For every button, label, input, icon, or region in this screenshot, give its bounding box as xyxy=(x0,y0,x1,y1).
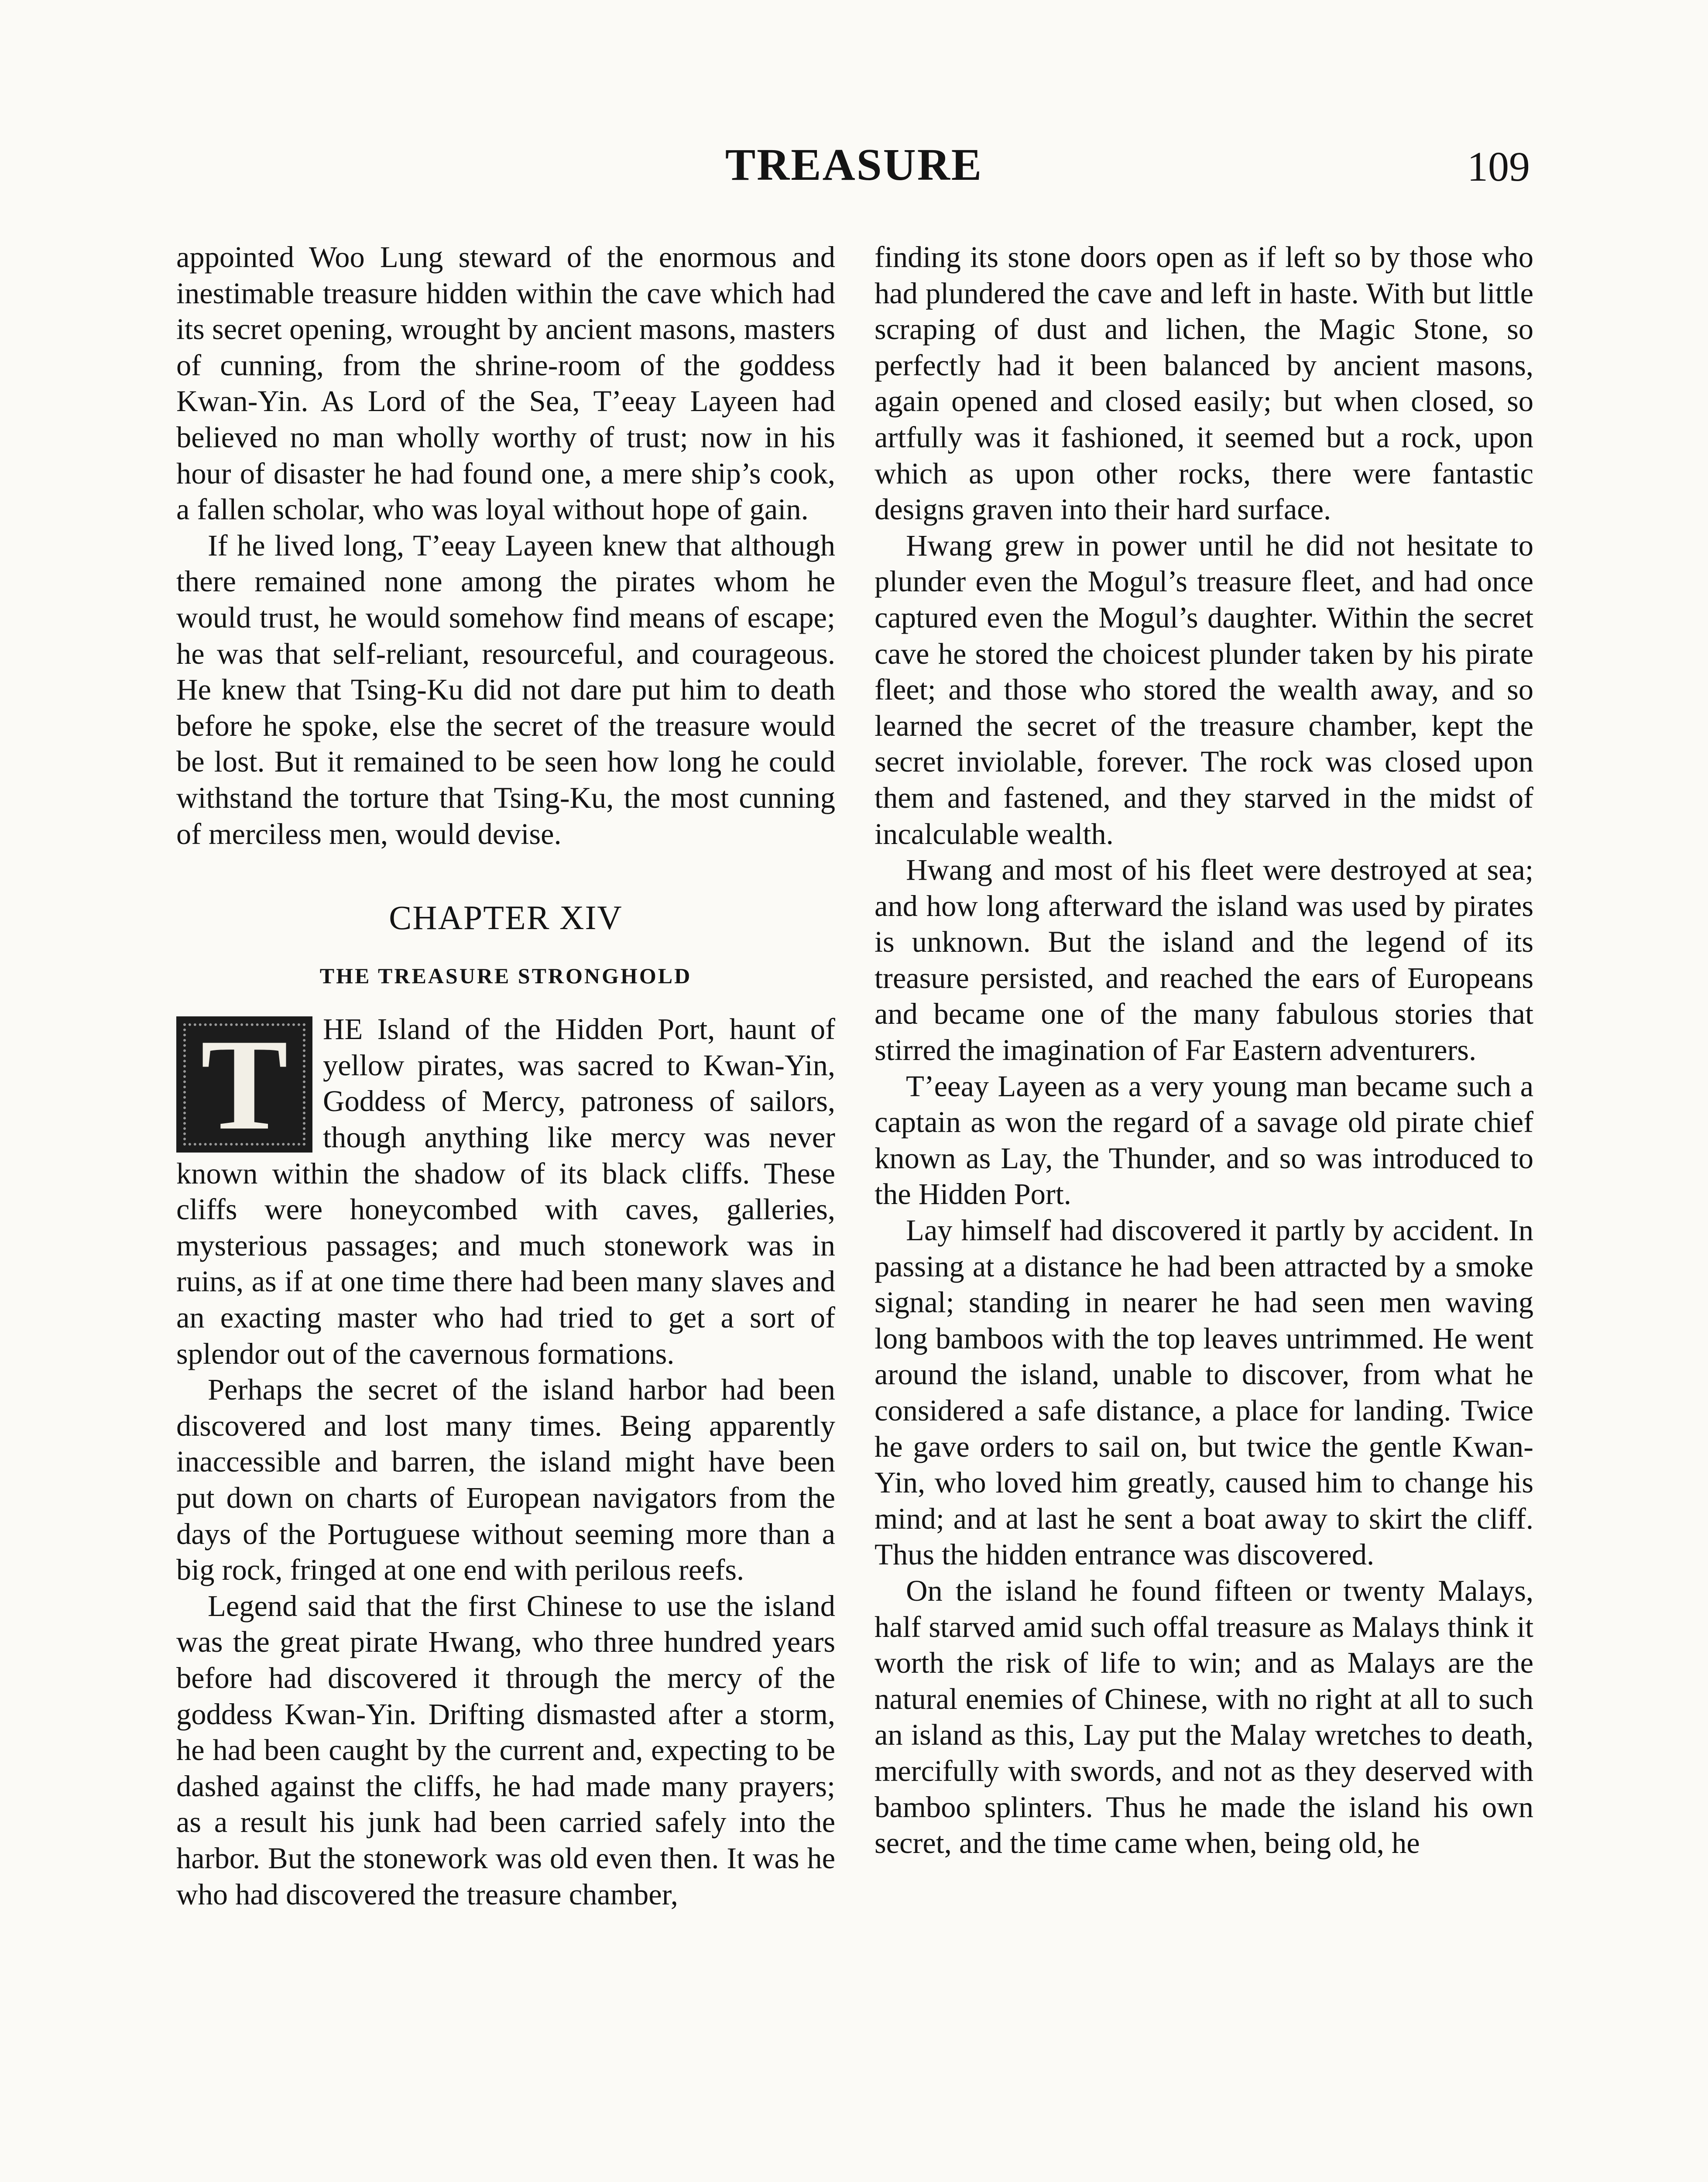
paragraph: Legend said that the first Chinese to use the island was the great pirate Hwang, who three hundred years before had discovered it through the mercy of the goddess Kwan-Yin. Drifting dismasted after a storm, he had been caught by the current and, expecting to be dashed against the cliffs, he had made many prayers; as a result his junk had been carried safely into the harbor. But the stonework was old even then. It was he who had discovered the treasure chamber, xyxy=(176,1589,835,1911)
paragraph: Hwang and most of his fleet were destroyed at sea; and how long afterward the island was used by pirates is unknown. But the island and the legend of its treasure persisted, and reached the ears of Europeans and became one of the many fabulous stories that stirred the imagination of Far Eastern adventurers. xyxy=(875,853,1533,1067)
drop-cap-ornament xyxy=(176,1012,312,1157)
running-title: TREASURE xyxy=(725,140,983,190)
paragraph: On the island he found fifteen or twenty Malays, half starved amid such offal treasure as Malays think it worth the risk of life to win; and as Malays are the natural enemies of Chinese, with no right at all to such an island as this, Lay put the Malay wretches to death, mercifully with swords, and not as they deserved with bamboo splinters. Thus he made the island his own secret, and the time came when, being old, he xyxy=(875,1574,1533,1860)
right-column xyxy=(875,239,1533,1861)
chapter-heading: CHAPTER XIV xyxy=(389,899,623,937)
page-header xyxy=(0,139,1708,204)
drop-cap-letter: T xyxy=(200,1012,288,1157)
paragraph: finding its stone doors open as if left so by those who had plundered the cave and left in haste. With but little scraping of dust and lichen, the Magic Stone, so perfectly had it been balanced by ancient masons, again opened and closed easily; but when closed, so artfully was it fashioned, it seemed but a rock, upon which as upon other rocks, there were fantastic designs graven into their hard surface. xyxy=(875,240,1533,526)
paragraph: Perhaps the secret of the island harbor had been discovered and lost many times. Being apparently inaccessible and barren, the island might have been put down on charts of European navigators from the days of the Portuguese without seeming more than a big rock, fringed at one end with perilous reefs. xyxy=(176,1373,835,1587)
paragraph-with-dropcap xyxy=(176,1011,835,1372)
paragraph: If he lived long, T’eeay Layeen knew that although there remained none among the pirates whom he would trust, he would somehow find means of escape; he was that self-reliant, resourceful, and courageous. He knew that Tsing-Ku did not dare put him to death before he spoke, else the secret of the treasure would be lost. But it remained to be seen how long he could withstand the torture that Tsing-Ku, the most cunning of merciless men, would devise. xyxy=(176,528,835,851)
paragraph: T’eeay Layeen as a very young man became such a captain as won the regard of a savage old pirate chief known as Lay, the Thunder, and so was introduced to the Hidden Port. xyxy=(875,1069,1533,1211)
paragraph: Hwang grew in power until he did not hesitate to plunder even the Mogul’s treasure fleet, and had once captured even the Mogul’s daughter. Within the secret cave he stored the choicest plunder taken by his pirate fleet; and those who stored the wealth away, and so learned the secret of the treasure chamber, kept the secret inviolable, forever. The rock was closed upon them and fastened, and they starved in the midst of incalculable wealth. xyxy=(875,528,1533,851)
chapter-subtitle: THE TREASURE STRONGHOLD xyxy=(319,963,692,988)
paragraph: appointed Woo Lung steward of the enormous and inestimable treasure hidden within the cave which had its secret opening, wrought by ancient masons, masters of cunning, from the shrine-room of the goddess Kwan-Yin. As Lord of the Sea, T’eeay Layeen had believed no man wholly worthy of trust; now in his hour of disaster he had found one, a mere ship’s cook, a fallen scholar, who was loyal without hope of gain. xyxy=(176,240,835,526)
page-number: 109 xyxy=(1467,143,1530,190)
paragraph: Lay himself had discovered it partly by accident. In passing at a distance he had been attracted by a smoke signal; standing in nearer he had seen men waving long bamboos with the top leaves untrimmed. He went around the island, unable to discover, from what he considered a safe distance, a place for landing. Twice he gave orders to sail on, but twice the gentle Kwan-Yin, who loved him greatly, caused him to change his mind; and at last he sent a boat away to skirt the cliff. Thus the hidden entrance was discovered. xyxy=(875,1214,1533,1571)
left-column xyxy=(176,239,835,1912)
paragraph-text: HE Island of the Hidden Port, haunt of yellow pirates, was sacred to Kwan-Yin, Goddess of Mercy, patroness of sailors, though anything like mercy was never known within the shadow of its black cliffs. These cliffs were honeycombed with caves, galleries, mysterious passages; and much stonework was in ruins, as if at one time there had been many slaves and an exacting master who had tried to get a sort of splendor out of the cavernous formations. xyxy=(176,1012,835,1370)
